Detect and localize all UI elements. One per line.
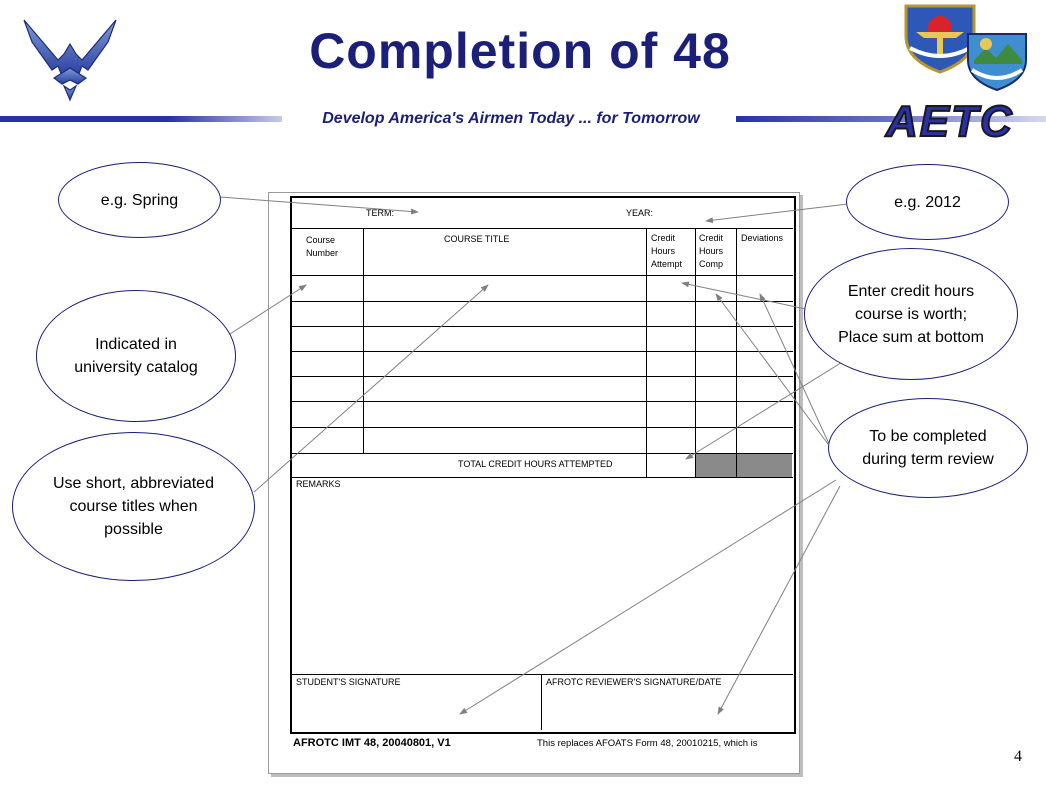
column-header-course-title: COURSE TITLE [444,234,510,244]
remarks-label: REMARKS [296,479,341,489]
page-title: Completion of 48 [309,23,731,79]
callout-course-title-note: Use short, abbreviated course titles when possible [12,432,255,581]
reviewer-signature-label: AFROTC REVIEWER'S SIGNATURE/DATE [546,677,722,687]
form-col-line [363,228,364,453]
column-header-hours-comp: Credit Hours Comp [699,233,724,269]
callout-course-number-note: Indicated in university catalog [36,290,236,422]
form-col-line [695,228,696,477]
form-col-line [646,228,647,477]
form-id: AFROTC IMT 48, 20040801, V1 [293,737,451,749]
callout-year-example: e.g. 2012 [846,164,1009,240]
term-label: TERM: [366,208,394,218]
callout-credit-hours-note: Enter credit hours course is worth; Place sum at bottom [804,248,1018,380]
form-row-line [291,427,793,428]
form-line-header-top [291,228,793,229]
svg-text:AETC: AETC [886,97,1014,144]
callout-term-example: e.g. Spring [58,162,221,238]
column-header-course-number: Course Number [306,235,339,258]
header-bar-left [0,116,282,122]
header-motto: Develop America's Airmen Today ... for Tomorrow [322,110,700,127]
form-line-total-bottom [291,477,793,478]
air-force-symbol-icon [20,14,120,104]
air-university-shield-icon [964,30,1030,92]
form-line-signature-top [291,674,793,675]
form-col-line-signature [541,674,542,730]
form-replaces-note: This replaces AFOATS Form 48, 20010215, which is [537,738,758,749]
total-deviations-cell-shaded [737,454,792,477]
callout-term-review-note: To be completed during term review [828,398,1028,498]
student-signature-label: STUDENT'S SIGNATURE [296,677,401,687]
form-row-line [291,326,793,327]
total-comp-cell-shaded [696,454,736,477]
form-line-header-bottom [291,275,793,276]
form-row-line [291,351,793,352]
aetc-wordmark-icon [878,96,1028,144]
page-number: 4 [1014,748,1022,765]
year-label: YEAR: [626,208,654,218]
column-header-hours-attempt: Credit Hours Attempt [651,233,683,269]
form-row-line [291,301,793,302]
form-row-line [291,376,793,377]
total-credit-hours-label: TOTAL CREDIT HOURS ATTEMPTED [458,459,613,469]
form-col-line [736,228,737,477]
form-row-line [291,401,793,402]
column-header-deviations: Deviations [741,233,784,243]
